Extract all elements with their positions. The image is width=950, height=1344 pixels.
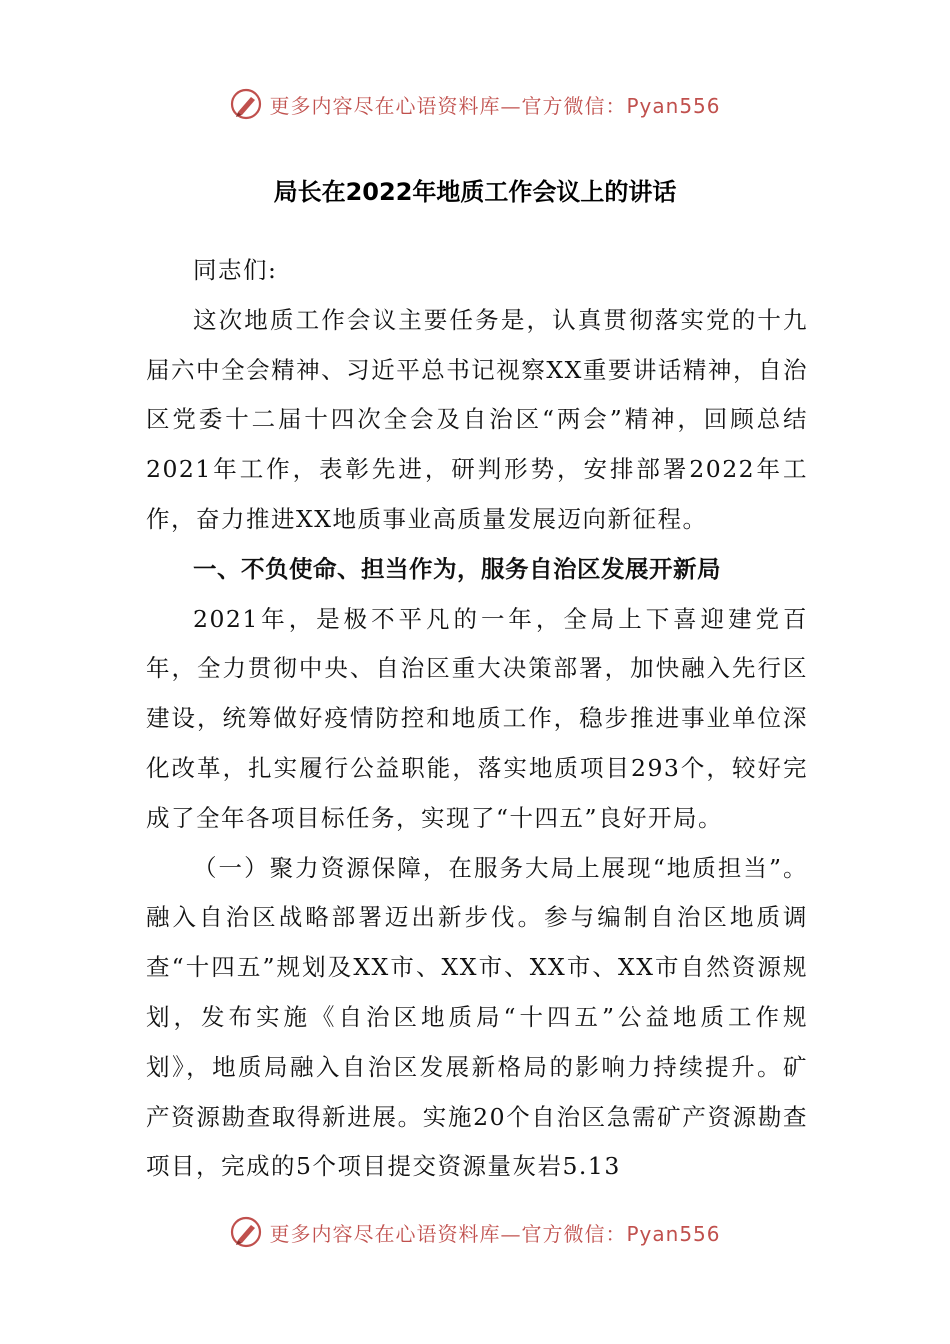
body-paragraph: 这次地质工作会议主要任务是，认真贯彻落实党的十九届六中全会精神、习近平总书记视察XX重要讲话精神，自治区党委十二届十四次全会及自治区“两会”精神，回顾总结2021年工作，表彰先进，研判形势，安排部署2022年工作，奋力推进XX地质事业高质量发展迈向新征程。 (146, 305, 808, 533)
salutation: 同志们: (193, 256, 278, 284)
watermark-text: 更多内容尽在心语资料库—官方微信：Pyan556 (269, 1221, 721, 1246)
watermark-footer (0, 1212, 950, 1252)
body-paragraph: （一）聚力资源保障，在服务大局上展现“地质担当”。融入自治区战略部署迈出新步伐。参与编制自治区地质调查“十四五”规划及XX市、XX市、XX市、XX市自然资源规划，发布实施《自治区地质局“十四五”公益地质工作规划》，地质局融入自治区发展新格局的影响力持续提升。矿产资源勘查取得新进展。实施20个自治区急需矿产资源勘查项目，完成的5个项目提交资源量灰岩5.13 (146, 853, 808, 1181)
body-paragraph: 2021年，是极不平凡的一年，全局上下喜迎建党百年，全力贯彻中央、自治区重大决策部署，加快融入先行区建设，统筹做好疫情防控和地质工作，稳步推进事业单位深化改革，扎实履行公益职能，落实地质项目293个，较好完成了全年各项目标任务，实现了“十四五”良好开局。 (146, 604, 808, 832)
pen-logo-icon (229, 87, 263, 121)
watermark-text: 更多内容尽在心语资料库—官方微信：Pyan556 (269, 93, 721, 118)
section-heading: 一、不负使命、担当作为，服务自治区发展开新局 (193, 554, 721, 583)
document-title: 局长在2022年地质工作会议上的讲话 (273, 178, 677, 206)
watermark-header (0, 84, 950, 124)
document-body (146, 246, 808, 1192)
pen-logo-icon (229, 1215, 263, 1249)
